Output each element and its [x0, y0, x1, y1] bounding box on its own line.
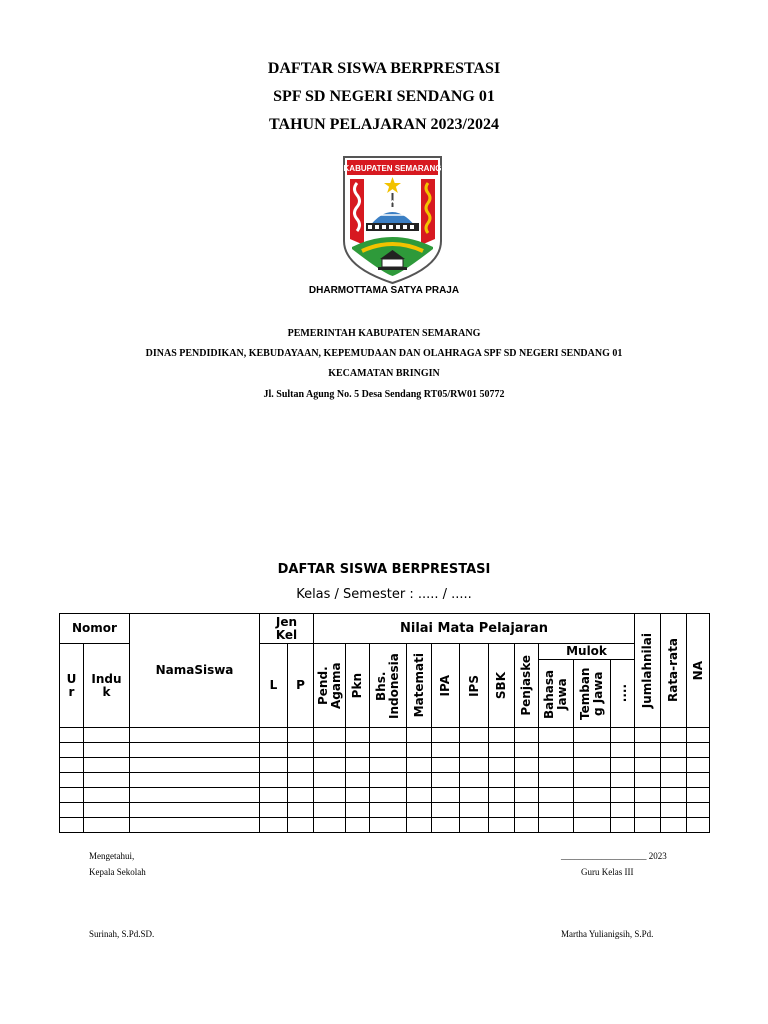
- table-cell[interactable]: [314, 743, 346, 758]
- student-table: [59, 613, 710, 833]
- table-cell[interactable]: [611, 818, 635, 833]
- table-cell[interactable]: [346, 743, 370, 758]
- table-cell[interactable]: [539, 758, 574, 773]
- table-cell[interactable]: [687, 743, 710, 758]
- table-cell[interactable]: [539, 788, 574, 803]
- kabupaten-semarang-emblem: [342, 155, 443, 285]
- emblem-motto: DHARMOTTAMA SATYA PRAJA: [308, 285, 460, 296]
- table-cell[interactable]: [574, 728, 611, 743]
- table-cell[interactable]: [130, 728, 260, 743]
- table-cell[interactable]: [60, 773, 84, 788]
- table-cell[interactable]: [407, 728, 432, 743]
- table-cell[interactable]: [60, 758, 84, 773]
- table-cell[interactable]: [407, 788, 432, 803]
- table-cell[interactable]: [489, 803, 515, 818]
- institution-line-2: DINAS PENDIDIKAN, KEBUDAYAAN, KEPEMUDAAN DAN OLAHRAGA SPF SD NEGERI SENDANG 01: [145, 348, 623, 359]
- list-title: DAFTAR SISWA BERPRESTASI: [277, 562, 491, 577]
- table-cell[interactable]: [515, 728, 539, 743]
- table-row: [60, 818, 710, 833]
- table-cell[interactable]: [260, 758, 288, 773]
- table-cell[interactable]: [314, 818, 346, 833]
- table-cell[interactable]: [370, 818, 407, 833]
- header-na: NA: [687, 614, 710, 728]
- table-cell[interactable]: [574, 803, 611, 818]
- table-cell[interactable]: [84, 773, 130, 788]
- academic-year: TAHUN PELAJARAN 2023/2024: [269, 116, 499, 133]
- table-cell[interactable]: [611, 728, 635, 743]
- table-cell[interactable]: [661, 758, 687, 773]
- table-cell[interactable]: [407, 743, 432, 758]
- subject-matematika: Matemati: [407, 644, 432, 728]
- header-p: P: [288, 644, 314, 728]
- subject-sbk: SBK: [489, 644, 515, 728]
- table-cell[interactable]: [84, 743, 130, 758]
- table-cell[interactable]: [460, 728, 489, 743]
- table-cell[interactable]: [515, 803, 539, 818]
- table-cell[interactable]: [346, 728, 370, 743]
- header-induk: Indu k: [84, 644, 130, 728]
- table-cell[interactable]: [661, 803, 687, 818]
- table-cell[interactable]: [84, 803, 130, 818]
- table-cell[interactable]: [539, 728, 574, 743]
- table-cell[interactable]: [574, 758, 611, 773]
- table-cell[interactable]: [489, 818, 515, 833]
- table-cell[interactable]: [539, 743, 574, 758]
- subject-pend-agama: Pend. Agama: [314, 644, 346, 728]
- subject-pkn: Pkn: [346, 644, 370, 728]
- table-cell[interactable]: [574, 788, 611, 803]
- table-cell[interactable]: [60, 743, 84, 758]
- subject-penjaskes: Penjaske: [515, 644, 539, 728]
- table-cell[interactable]: [288, 758, 314, 773]
- table-cell[interactable]: [314, 728, 346, 743]
- table-row: [60, 758, 710, 773]
- table-cell[interactable]: [635, 773, 661, 788]
- table-cell[interactable]: [687, 803, 710, 818]
- table-cell[interactable]: [611, 803, 635, 818]
- table-cell[interactable]: [611, 758, 635, 773]
- header-mulok: Mulok: [539, 644, 635, 660]
- table-cell[interactable]: [635, 818, 661, 833]
- table-cell[interactable]: [260, 743, 288, 758]
- subject-tembang-jawa: Tembang Jawa: [574, 660, 611, 728]
- table-cell[interactable]: [661, 773, 687, 788]
- table-cell[interactable]: [370, 773, 407, 788]
- table-cell[interactable]: [130, 773, 260, 788]
- table-cell[interactable]: [489, 728, 515, 743]
- table-cell[interactable]: [84, 758, 130, 773]
- table-cell[interactable]: [432, 758, 460, 773]
- table-cell[interactable]: [84, 788, 130, 803]
- table-cell[interactable]: [489, 788, 515, 803]
- emblem-banner-text: KABUPATEN SEMARANG: [343, 164, 442, 173]
- table-cell[interactable]: [460, 773, 489, 788]
- table-cell[interactable]: [687, 818, 710, 833]
- subject-ipa: IPA: [432, 644, 460, 728]
- table-cell[interactable]: [84, 818, 130, 833]
- table-cell[interactable]: [661, 728, 687, 743]
- table-cell[interactable]: [288, 728, 314, 743]
- header-ur: U r: [60, 644, 84, 728]
- header-rata-rata: Rata-rata: [661, 614, 687, 728]
- table-cell[interactable]: [635, 758, 661, 773]
- institution-address: Jl. Sultan Agung No. 5 Desa Sendang RT05/RW01 50772: [263, 389, 505, 400]
- table-cell[interactable]: [635, 788, 661, 803]
- table-cell[interactable]: [432, 788, 460, 803]
- table-cell[interactable]: [346, 758, 370, 773]
- table-cell[interactable]: [346, 803, 370, 818]
- subject-bhs-indonesia: Bhs. Indonesia: [370, 644, 407, 728]
- table-cell[interactable]: [432, 743, 460, 758]
- table-cell[interactable]: [539, 803, 574, 818]
- table-cell[interactable]: [687, 773, 710, 788]
- table-cell[interactable]: [574, 773, 611, 788]
- table-cell[interactable]: [661, 818, 687, 833]
- table-cell[interactable]: [314, 758, 346, 773]
- table-cell[interactable]: [370, 728, 407, 743]
- table-cell[interactable]: [460, 803, 489, 818]
- table-cell[interactable]: [611, 788, 635, 803]
- table-cell[interactable]: [515, 758, 539, 773]
- table-cell[interactable]: [84, 728, 130, 743]
- footer-kepala-sekolah: Kepala Sekolah: [89, 867, 146, 877]
- table-cell[interactable]: [60, 803, 84, 818]
- table-cell[interactable]: [611, 743, 635, 758]
- table-cell[interactable]: [130, 818, 260, 833]
- table-cell[interactable]: [370, 743, 407, 758]
- table-cell[interactable]: [288, 773, 314, 788]
- table-cell[interactable]: [407, 818, 432, 833]
- table-cell[interactable]: [460, 818, 489, 833]
- class-semester-line: Kelas / Semester : ..... / .....: [296, 587, 472, 602]
- table-cell[interactable]: [635, 728, 661, 743]
- header-jumlah-nilai: Jumlahnilai: [635, 614, 661, 728]
- table-cell[interactable]: [130, 788, 260, 803]
- table-cell[interactable]: [288, 818, 314, 833]
- table-cell[interactable]: [60, 818, 84, 833]
- table-cell[interactable]: [288, 788, 314, 803]
- table-cell[interactable]: [489, 773, 515, 788]
- table-cell[interactable]: [661, 743, 687, 758]
- table-cell[interactable]: [260, 728, 288, 743]
- table-row: [60, 788, 710, 803]
- table-cell[interactable]: [574, 818, 611, 833]
- footer-date: ___________________ 2023: [561, 851, 667, 861]
- table-cell[interactable]: [130, 758, 260, 773]
- table-cell[interactable]: [407, 758, 432, 773]
- table-cell[interactable]: [515, 818, 539, 833]
- table-cell[interactable]: [432, 728, 460, 743]
- table-cell[interactable]: [432, 818, 460, 833]
- header-l: L: [260, 644, 288, 728]
- table-cell[interactable]: [574, 743, 611, 758]
- table-cell[interactable]: [489, 758, 515, 773]
- table-cell[interactable]: [539, 818, 574, 833]
- table-cell[interactable]: [260, 818, 288, 833]
- table-cell[interactable]: [60, 788, 84, 803]
- document-title: DAFTAR SISWA BERPRESTASI: [267, 60, 501, 77]
- table-cell[interactable]: [539, 773, 574, 788]
- subject-bahasa-jawa: Bahasa Jawa: [539, 660, 574, 728]
- institution-line-3: KECAMATAN BRINGIN: [328, 368, 440, 379]
- table-cell[interactable]: [611, 773, 635, 788]
- header-nama-siswa: NamaSiswa: [130, 614, 260, 728]
- table-cell[interactable]: [687, 788, 710, 803]
- footer-kepala-name: Surinah, S.Pd.SD.: [89, 929, 155, 939]
- table-row: [60, 803, 710, 818]
- table-cell[interactable]: [130, 803, 260, 818]
- school-name: SPF SD NEGERI SENDANG 01: [273, 88, 495, 105]
- table-row: [60, 743, 710, 758]
- table-cell[interactable]: [432, 803, 460, 818]
- table-cell[interactable]: [130, 743, 260, 758]
- table-cell[interactable]: [346, 773, 370, 788]
- subject-ips: IPS: [460, 644, 489, 728]
- table-cell[interactable]: [288, 803, 314, 818]
- table-cell[interactable]: [288, 743, 314, 758]
- table-row: [60, 728, 710, 743]
- table-cell[interactable]: [635, 743, 661, 758]
- table-cell[interactable]: [489, 743, 515, 758]
- footer-guru-kelas: Guru Kelas III: [581, 867, 634, 877]
- table-cell[interactable]: [460, 758, 489, 773]
- table-cell[interactable]: [515, 788, 539, 803]
- table-cell[interactable]: [314, 788, 346, 803]
- institution-line-1: PEMERINTAH KABUPATEN SEMARANG: [287, 328, 481, 339]
- footer-guru-name: Martha Yulianigsih, S.Pd.: [561, 929, 654, 939]
- table-cell[interactable]: [515, 743, 539, 758]
- table-cell[interactable]: [687, 728, 710, 743]
- table-cell[interactable]: [635, 803, 661, 818]
- table-cell[interactable]: [314, 803, 346, 818]
- table-row: [60, 773, 710, 788]
- table-cell[interactable]: [370, 758, 407, 773]
- table-cell[interactable]: [260, 773, 288, 788]
- table-cell[interactable]: [661, 788, 687, 803]
- header-jenis-kelamin: Jen Kel: [260, 614, 314, 644]
- table-cell[interactable]: [515, 773, 539, 788]
- table-cell[interactable]: [370, 803, 407, 818]
- table-cell[interactable]: [346, 788, 370, 803]
- table-cell[interactable]: [687, 758, 710, 773]
- table-cell[interactable]: [314, 773, 346, 788]
- table-cell[interactable]: [407, 803, 432, 818]
- header-nilai-mata-pelajaran: Nilai Mata Pelajaran: [314, 614, 635, 644]
- table-cell[interactable]: [346, 818, 370, 833]
- table-cell[interactable]: [432, 773, 460, 788]
- table-cell[interactable]: [407, 773, 432, 788]
- table-cell[interactable]: [60, 728, 84, 743]
- subject-mulok-other: ....: [611, 660, 635, 728]
- table-cell[interactable]: [460, 788, 489, 803]
- table-cell[interactable]: [260, 803, 288, 818]
- table-cell[interactable]: [460, 743, 489, 758]
- table-cell[interactable]: [260, 788, 288, 803]
- header-nomor: Nomor: [60, 614, 130, 644]
- table-cell[interactable]: [370, 788, 407, 803]
- footer-mengetahui: Mengetahui,: [89, 851, 135, 861]
